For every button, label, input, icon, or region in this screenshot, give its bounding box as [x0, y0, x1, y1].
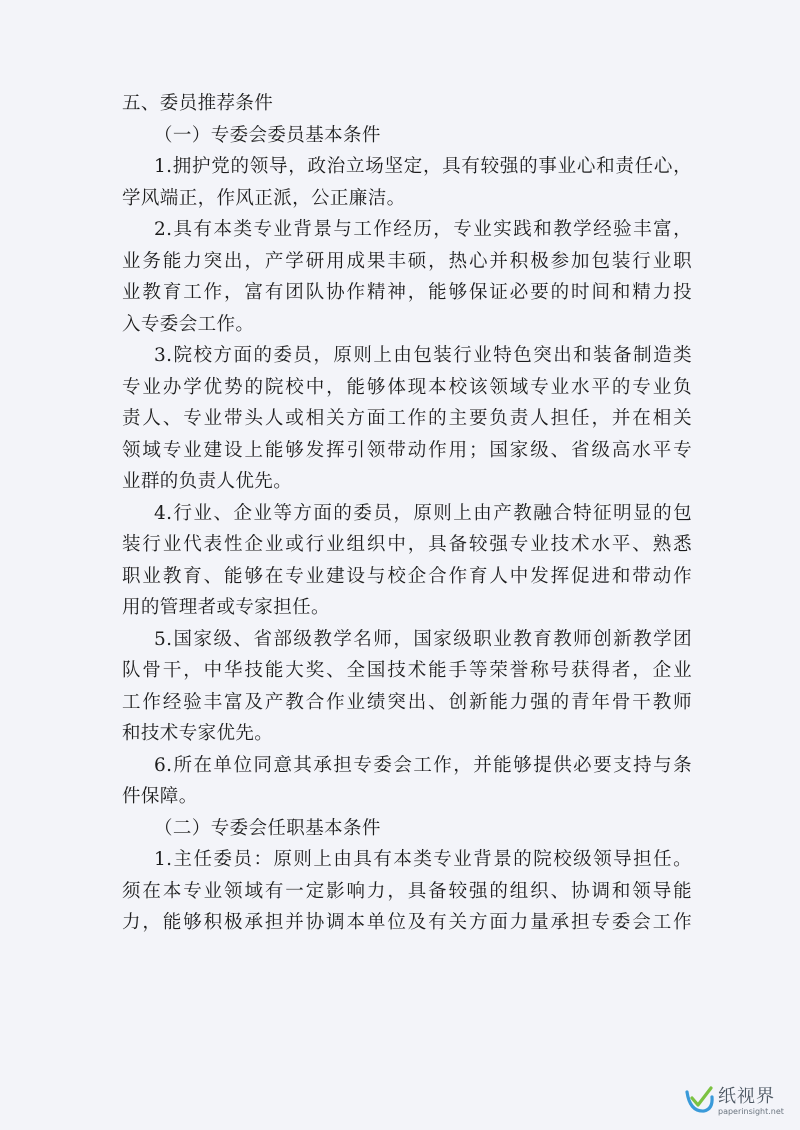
text-line: 入专委会工作。 — [122, 313, 255, 335]
text-line: 业务能力突出，产学研用成果丰硕，热心并积极参加包装行业职 — [122, 250, 692, 272]
text-line: 队骨干，中华技能大奖、全国技术能手等荣誉称号获得者，企业 — [122, 660, 692, 681]
text-line: 1.拥护党的领导，政治立场坚定，具有较强的事业心和责任心， — [154, 156, 692, 177]
text-line: 5.国家级、省部级教学名师，国家级职业教育教师创新教学团 — [154, 628, 692, 650]
text-line: 3.院校方面的委员，原则上由包装行业特色突出和装备制造类 — [154, 345, 692, 366]
text-line: 领域专业建设上能够发挥引领带动作用；国家级、省级高水平专 — [122, 439, 692, 461]
text-line: 业教育工作，富有团队协作精神，能够保证必要的时间和精力投 — [122, 282, 692, 303]
text-line: 专业办学优势的院校中，能够体现本校该领域专业水平的专业负 — [122, 376, 692, 398]
text-line: 2.具有本类专业背景与工作经历，专业实践和教学经验丰富， — [154, 219, 692, 240]
text-line: 职业教育、能够在专业建设与校企合作育人中发挥促进和带动作 — [122, 565, 692, 587]
watermark-name: 纸视界 — [718, 1086, 775, 1107]
document-body — [122, 88, 692, 939]
paperinsight-logo-icon — [682, 1082, 716, 1116]
section-heading: （一）专委会委员基本条件 — [154, 124, 381, 146]
text-line: 须在本专业领域有一定影响力，具备较强的组织、协调和领导能 — [122, 880, 692, 902]
text-line: 和技术专家优先。 — [122, 723, 274, 744]
text-line: 工作经验丰富及产教合作业绩突出、创新能力强的青年骨干教师 — [122, 691, 692, 713]
section-heading: （二）专委会任职基本条件 — [154, 817, 381, 839]
text-line: 装行业代表性企业或行业组织中，具备较强专业技术水平、熟悉 — [122, 534, 692, 555]
text-line: 用的管理者或专家担任。 — [122, 597, 330, 618]
text-line: 1.主任委员：原则上由具有本类专业背景的院校级领导担任。 — [154, 849, 692, 870]
text-line: 件保障。 — [122, 786, 198, 807]
text-line: 业群的负责人优先。 — [122, 471, 293, 492]
text-line: 6.所在单位同意其承担专委会工作，并能够提供必要支持与条 — [154, 754, 692, 776]
text-line: 责人、专业带头人或相关方面工作的主要负责人担任，并在相关 — [122, 408, 692, 429]
text-line: 力，能够积极承担并协调本单位及有关方面力量承担专委会工作 — [122, 912, 692, 933]
text-line: 4.行业、企业等方面的委员，原则上由产教融合特征明显的包 — [154, 502, 692, 524]
watermark-url: paperinsight.net — [718, 1107, 784, 1116]
section-heading: 五、委员推荐条件 — [122, 93, 274, 114]
watermark — [682, 1080, 792, 1124]
text-line: 学风端正，作风正派，公正廉洁。 — [122, 187, 406, 209]
